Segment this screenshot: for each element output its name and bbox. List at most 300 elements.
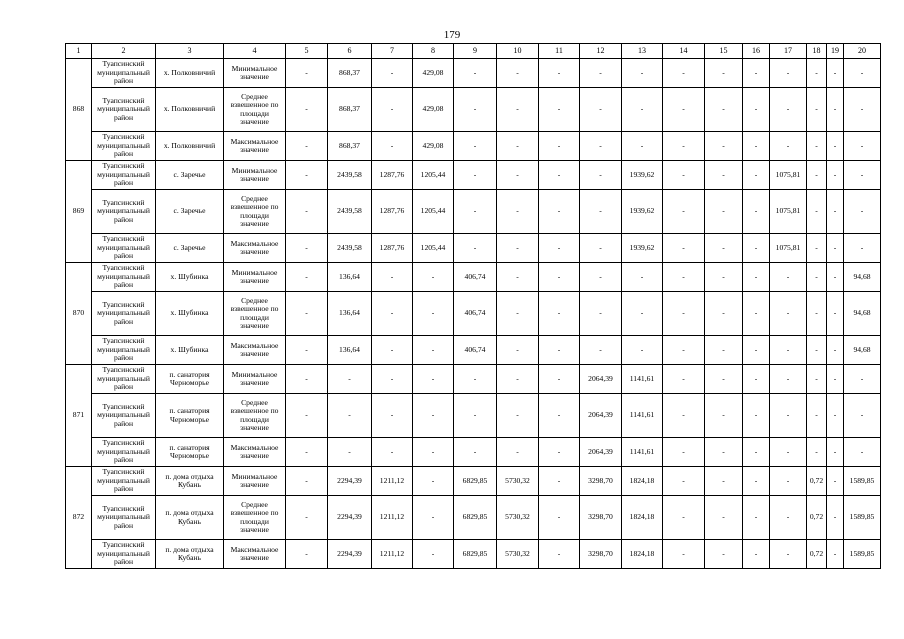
cell-col-7: - [372, 394, 413, 438]
table-row [66, 132, 881, 161]
cell-col-12: 2064,39 [580, 438, 622, 467]
cell-col-5: - [286, 467, 328, 496]
header-cell-17: 17 [770, 44, 807, 59]
cell-col-16: - [743, 132, 770, 161]
group-number-cell: 870 [66, 263, 92, 365]
cell-col-7: 1287,76 [372, 190, 413, 234]
table-row [66, 438, 881, 467]
cell-col-6: 136,64 [328, 263, 372, 292]
cell-col-15: - [705, 438, 743, 467]
cell-col-7: - [372, 438, 413, 467]
cell-col-13: 1939,62 [622, 190, 663, 234]
cell-col-6: 2439,58 [328, 161, 372, 190]
cell-col-19: - [827, 467, 844, 496]
header-cell-5: 5 [286, 44, 328, 59]
cell-col-8: - [413, 394, 454, 438]
cell-col-7: - [372, 336, 413, 365]
header-cell-4: 4 [224, 44, 286, 59]
cell-col-4: Максимальное значение [224, 438, 286, 467]
cell-col-11: - [539, 190, 580, 234]
cell-col-17: 1075,81 [770, 161, 807, 190]
cell-col-12: 3298,70 [580, 467, 622, 496]
cell-col-2: Туапсинский муниципальный район [92, 292, 156, 336]
cell-col-10: 5730,32 [497, 496, 539, 540]
table-row [66, 88, 881, 132]
cell-col-8: 429,08 [413, 132, 454, 161]
cell-col-3: х. Шубинка [156, 263, 224, 292]
cell-col-2: Туапсинский муниципальный район [92, 59, 156, 88]
cell-col-12: - [580, 336, 622, 365]
header-cell-3: 3 [156, 44, 224, 59]
cell-col-11: - [539, 161, 580, 190]
cell-col-5: - [286, 88, 328, 132]
cell-col-2: Туапсинский муниципальный район [92, 467, 156, 496]
cell-col-11: - [539, 59, 580, 88]
cell-col-16: - [743, 496, 770, 540]
cell-col-2: Туапсинский муниципальный район [92, 161, 156, 190]
cell-col-10: - [497, 234, 539, 263]
cell-col-13: 1939,62 [622, 161, 663, 190]
cell-col-3: п. санатория Черноморье [156, 438, 224, 467]
cell-col-16: - [743, 88, 770, 132]
cell-col-20: 94,68 [844, 336, 881, 365]
header-cell-10: 10 [497, 44, 539, 59]
cell-col-12: - [580, 263, 622, 292]
cell-col-13: 1939,62 [622, 234, 663, 263]
cell-col-16: - [743, 190, 770, 234]
cell-col-19: - [827, 292, 844, 336]
cell-col-18: - [807, 292, 827, 336]
header-cell-14: 14 [663, 44, 705, 59]
cell-col-9: - [454, 190, 497, 234]
cell-col-14: - [663, 161, 705, 190]
table-body [66, 44, 881, 569]
cell-col-8: 1205,44 [413, 234, 454, 263]
cell-col-13: 1824,18 [622, 496, 663, 540]
cell-col-20: 1589,85 [844, 467, 881, 496]
cell-col-12: 3298,70 [580, 496, 622, 540]
cell-col-15: - [705, 336, 743, 365]
cell-col-3: х. Шубинка [156, 336, 224, 365]
cell-col-7: - [372, 132, 413, 161]
cell-col-14: - [663, 336, 705, 365]
cell-col-19: - [827, 234, 844, 263]
header-cell-18: 18 [807, 44, 827, 59]
cell-col-12: 3298,70 [580, 540, 622, 569]
group-number-cell: 872 [66, 467, 92, 569]
cell-col-3: с. Заречье [156, 234, 224, 263]
header-cell-12: 12 [580, 44, 622, 59]
cell-col-2: Туапсинский муниципальный район [92, 263, 156, 292]
header-row [66, 44, 881, 59]
cell-col-18: - [807, 161, 827, 190]
cell-col-14: - [663, 496, 705, 540]
cell-col-7: - [372, 263, 413, 292]
cell-col-4: Максимальное значение [224, 540, 286, 569]
cell-col-15: - [705, 161, 743, 190]
header-cell-2: 2 [92, 44, 156, 59]
cell-col-7: - [372, 365, 413, 394]
cell-col-13: - [622, 88, 663, 132]
cell-col-9: 6829,85 [454, 467, 497, 496]
header-cell-6: 6 [328, 44, 372, 59]
cell-col-13: - [622, 292, 663, 336]
cell-col-16: - [743, 234, 770, 263]
cell-col-20: 1589,85 [844, 496, 881, 540]
cell-col-20: - [844, 365, 881, 394]
cell-col-3: с. Заречье [156, 161, 224, 190]
cell-col-7: - [372, 59, 413, 88]
cell-col-16: - [743, 394, 770, 438]
header-cell-16: 16 [743, 44, 770, 59]
table-row [66, 161, 881, 190]
header-cell-7: 7 [372, 44, 413, 59]
cell-col-13: 1824,18 [622, 540, 663, 569]
header-cell-11: 11 [539, 44, 580, 59]
cell-col-15: - [705, 467, 743, 496]
cell-col-8: - [413, 438, 454, 467]
cell-col-14: - [663, 59, 705, 88]
cell-col-5: - [286, 394, 328, 438]
cell-col-14: - [663, 292, 705, 336]
cell-col-20: - [844, 88, 881, 132]
cell-col-4: Минимальное значение [224, 263, 286, 292]
cell-col-18: 0,72 [807, 467, 827, 496]
cell-col-7: 1287,76 [372, 161, 413, 190]
cell-col-14: - [663, 467, 705, 496]
cell-col-9: - [454, 132, 497, 161]
cell-col-5: - [286, 292, 328, 336]
cell-col-6: 868,37 [328, 88, 372, 132]
cell-col-3: с. Заречье [156, 190, 224, 234]
cell-col-3: х. Шубинка [156, 292, 224, 336]
cell-col-19: - [827, 365, 844, 394]
cell-col-15: - [705, 394, 743, 438]
table-row [66, 234, 881, 263]
cell-col-5: - [286, 496, 328, 540]
cell-col-17: - [770, 365, 807, 394]
cell-col-15: - [705, 190, 743, 234]
cell-col-3: п. дома отдыха Кубань [156, 540, 224, 569]
cell-col-18: - [807, 190, 827, 234]
header-cell-19: 19 [827, 44, 844, 59]
cell-col-5: - [286, 540, 328, 569]
cell-col-13: 1141,61 [622, 365, 663, 394]
cell-col-17: - [770, 88, 807, 132]
cell-col-5: - [286, 234, 328, 263]
cell-col-19: - [827, 438, 844, 467]
cell-col-6: 868,37 [328, 59, 372, 88]
cell-col-12: - [580, 292, 622, 336]
cell-col-11: - [539, 88, 580, 132]
cell-col-17: 1075,81 [770, 190, 807, 234]
cell-col-11: - [539, 467, 580, 496]
cell-col-9: - [454, 438, 497, 467]
cell-col-8: 1205,44 [413, 190, 454, 234]
cell-col-11: - [539, 540, 580, 569]
cell-col-18: - [807, 336, 827, 365]
cell-col-19: - [827, 263, 844, 292]
cell-col-3: п. дома отдыха Кубань [156, 467, 224, 496]
cell-col-11: - [539, 496, 580, 540]
cell-col-9: - [454, 234, 497, 263]
header-cell-1: 1 [66, 44, 92, 59]
cell-col-13: 1141,61 [622, 394, 663, 438]
cell-col-17: - [770, 540, 807, 569]
cell-col-6: - [328, 365, 372, 394]
cell-col-11: - [539, 263, 580, 292]
cell-col-17: 1075,81 [770, 234, 807, 263]
cell-col-3: х. Полковничий [156, 88, 224, 132]
cell-col-5: - [286, 190, 328, 234]
cell-col-4: Минимальное значение [224, 365, 286, 394]
page-number: 179 [443, 29, 461, 41]
cell-col-4: Среднее взвешенное по площади значение [224, 394, 286, 438]
cell-col-8: 429,08 [413, 88, 454, 132]
cell-col-16: - [743, 292, 770, 336]
header-cell-8: 8 [413, 44, 454, 59]
cell-col-19: - [827, 336, 844, 365]
header-cell-9: 9 [454, 44, 497, 59]
cell-col-13: - [622, 59, 663, 88]
cell-col-14: - [663, 190, 705, 234]
cell-col-18: - [807, 88, 827, 132]
cell-col-17: - [770, 132, 807, 161]
cell-col-17: - [770, 394, 807, 438]
cell-col-14: - [663, 365, 705, 394]
cell-col-9: - [454, 88, 497, 132]
cell-col-2: Туапсинский муниципальный район [92, 234, 156, 263]
cell-col-11: - [539, 292, 580, 336]
cell-col-10: 5730,32 [497, 540, 539, 569]
cell-col-18: - [807, 394, 827, 438]
cell-col-10: - [497, 394, 539, 438]
cell-col-11: - [539, 365, 580, 394]
group-number-cell: 871 [66, 365, 92, 467]
cell-col-4: Среднее взвешенное по площади значение [224, 496, 286, 540]
cell-col-6: 2294,39 [328, 540, 372, 569]
cell-col-18: - [807, 132, 827, 161]
cell-col-10: - [497, 59, 539, 88]
cell-col-17: - [770, 263, 807, 292]
cell-col-2: Туапсинский муниципальный район [92, 394, 156, 438]
cell-col-15: - [705, 292, 743, 336]
group-number-cell: 868 [66, 59, 92, 161]
cell-col-3: п. санатория Черноморье [156, 365, 224, 394]
cell-col-4: Минимальное значение [224, 467, 286, 496]
cell-col-10: - [497, 190, 539, 234]
cell-col-20: - [844, 161, 881, 190]
cell-col-8: - [413, 467, 454, 496]
cell-col-16: - [743, 336, 770, 365]
cell-col-19: - [827, 88, 844, 132]
cell-col-6: 868,37 [328, 132, 372, 161]
table-row [66, 59, 881, 88]
cell-col-6: - [328, 394, 372, 438]
cell-col-19: - [827, 394, 844, 438]
cell-col-6: 2294,39 [328, 496, 372, 540]
cell-col-5: - [286, 59, 328, 88]
cell-col-17: - [770, 467, 807, 496]
cell-col-2: Туапсинский муниципальный район [92, 496, 156, 540]
table-row [66, 263, 881, 292]
cell-col-14: - [663, 132, 705, 161]
cell-col-11: - [539, 132, 580, 161]
cell-col-17: - [770, 336, 807, 365]
cell-col-9: 406,74 [454, 336, 497, 365]
cell-col-20: - [844, 59, 881, 88]
cell-col-17: - [770, 59, 807, 88]
cell-col-9: - [454, 394, 497, 438]
cell-col-12: - [580, 88, 622, 132]
cell-col-6: 2439,58 [328, 234, 372, 263]
cell-col-4: Минимальное значение [224, 59, 286, 88]
cell-col-4: Максимальное значение [224, 336, 286, 365]
cell-col-7: 1211,12 [372, 467, 413, 496]
cell-col-10: - [497, 263, 539, 292]
cell-col-9: - [454, 365, 497, 394]
cell-col-20: - [844, 132, 881, 161]
cell-col-13: - [622, 336, 663, 365]
cell-col-20: - [844, 394, 881, 438]
cell-col-16: - [743, 438, 770, 467]
cell-col-7: 1287,76 [372, 234, 413, 263]
cell-col-16: - [743, 161, 770, 190]
cell-col-20: 1589,85 [844, 540, 881, 569]
table-row [66, 467, 881, 496]
cell-col-12: 2064,39 [580, 365, 622, 394]
cell-col-4: Среднее взвешенное по площади значение [224, 88, 286, 132]
cell-col-20: - [844, 234, 881, 263]
cell-col-4: Среднее взвешенное по площади значение [224, 190, 286, 234]
cell-col-3: п. санатория Черноморье [156, 394, 224, 438]
cell-col-10: - [497, 88, 539, 132]
cell-col-5: - [286, 365, 328, 394]
cell-col-8: - [413, 496, 454, 540]
cell-col-10: - [497, 132, 539, 161]
table-row [66, 190, 881, 234]
cell-col-2: Туапсинский муниципальный район [92, 365, 156, 394]
cell-col-17: - [770, 292, 807, 336]
table-row [66, 496, 881, 540]
cell-col-19: - [827, 540, 844, 569]
cell-col-8: - [413, 540, 454, 569]
cell-col-19: - [827, 132, 844, 161]
cell-col-4: Максимальное значение [224, 234, 286, 263]
cell-col-6: 2439,58 [328, 190, 372, 234]
cell-col-16: - [743, 263, 770, 292]
cell-col-7: 1211,12 [372, 540, 413, 569]
cell-col-5: - [286, 336, 328, 365]
cell-col-14: - [663, 438, 705, 467]
cell-col-14: - [663, 234, 705, 263]
cell-col-18: - [807, 263, 827, 292]
cell-col-13: - [622, 263, 663, 292]
cell-col-10: - [497, 365, 539, 394]
cell-col-9: - [454, 59, 497, 88]
cell-col-18: - [807, 365, 827, 394]
cell-col-15: - [705, 234, 743, 263]
cell-col-15: - [705, 263, 743, 292]
cell-col-7: - [372, 88, 413, 132]
cell-col-15: - [705, 540, 743, 569]
cell-col-17: - [770, 438, 807, 467]
cell-col-10: - [497, 336, 539, 365]
cell-col-16: - [743, 59, 770, 88]
cell-col-12: - [580, 190, 622, 234]
cell-col-2: Туапсинский муниципальный район [92, 540, 156, 569]
cell-col-2: Туапсинский муниципальный район [92, 132, 156, 161]
cell-col-6: 136,64 [328, 292, 372, 336]
cell-col-5: - [286, 263, 328, 292]
cell-col-12: - [580, 161, 622, 190]
cell-col-9: 406,74 [454, 292, 497, 336]
cell-col-11: - [539, 394, 580, 438]
cell-col-8: - [413, 292, 454, 336]
cell-col-20: 94,68 [844, 263, 881, 292]
cell-col-5: - [286, 161, 328, 190]
cell-col-12: - [580, 234, 622, 263]
table-row [66, 336, 881, 365]
cell-col-6: - [328, 438, 372, 467]
cell-col-9: - [454, 161, 497, 190]
cell-col-3: х. Полковничий [156, 132, 224, 161]
cell-col-6: 2294,39 [328, 467, 372, 496]
cell-col-16: - [743, 540, 770, 569]
cell-col-9: 6829,85 [454, 496, 497, 540]
cell-col-2: Туапсинский муниципальный район [92, 190, 156, 234]
cell-col-8: - [413, 263, 454, 292]
cell-col-15: - [705, 496, 743, 540]
cell-col-8: - [413, 365, 454, 394]
cell-col-12: 2064,39 [580, 394, 622, 438]
cell-col-18: - [807, 438, 827, 467]
cell-col-15: - [705, 59, 743, 88]
cell-col-14: - [663, 394, 705, 438]
cell-col-3: п. дома отдыха Кубань [156, 496, 224, 540]
cell-col-15: - [705, 132, 743, 161]
cell-col-13: 1824,18 [622, 467, 663, 496]
cell-col-15: - [705, 88, 743, 132]
cell-col-19: - [827, 496, 844, 540]
cell-col-10: 5730,32 [497, 467, 539, 496]
cell-col-14: - [663, 88, 705, 132]
data-table [65, 43, 881, 569]
cell-col-6: 136,64 [328, 336, 372, 365]
cell-col-17: - [770, 496, 807, 540]
cell-col-16: - [743, 365, 770, 394]
cell-col-11: - [539, 234, 580, 263]
cell-col-2: Туапсинский муниципальный район [92, 336, 156, 365]
cell-col-12: - [580, 59, 622, 88]
cell-col-18: 0,72 [807, 540, 827, 569]
cell-col-2: Туапсинский муниципальный район [92, 438, 156, 467]
cell-col-10: - [497, 292, 539, 336]
table-row [66, 540, 881, 569]
cell-col-19: - [827, 59, 844, 88]
table-row [66, 292, 881, 336]
cell-col-2: Туапсинский муниципальный район [92, 88, 156, 132]
cell-col-12: - [580, 132, 622, 161]
cell-col-4: Минимальное значение [224, 161, 286, 190]
cell-col-18: - [807, 234, 827, 263]
cell-col-11: - [539, 336, 580, 365]
cell-col-4: Максимальное значение [224, 132, 286, 161]
table-row [66, 365, 881, 394]
cell-col-20: 94,68 [844, 292, 881, 336]
cell-col-16: - [743, 467, 770, 496]
header-cell-13: 13 [622, 44, 663, 59]
